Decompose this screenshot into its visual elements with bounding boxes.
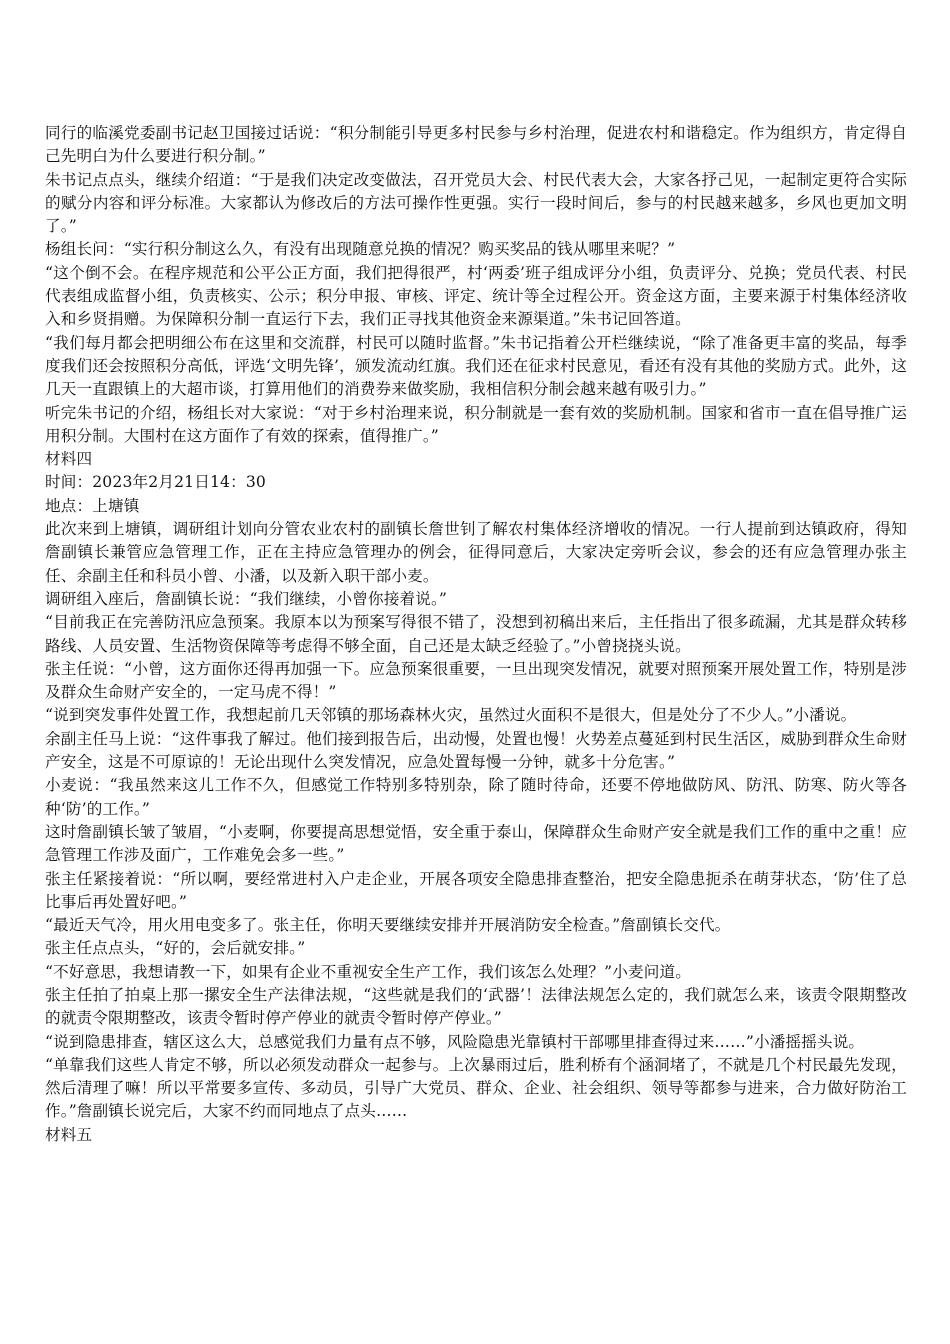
paragraph: 小麦说：“我虽然来这儿工作不久，但感觉工作特别多特别杂，除了随时待命，还要不停地做防风、防汛、防寒、防火等各种‘防’的工作。” [45, 776, 907, 818]
paragraph: “单靠我们这些人肯定不够，所以必须发动群众一起参与。上次暴雨过后，胜利桥有个涵洞堵了，不就是几个村民最先发现，然后清理了嘛！所以平常要多宣传、多动员，引导广大党员、群众、企业、社会组织、领导等都参与进来，合力做好防治工作。”詹副镇长说完后，大家不约而同地点了点头…… [45, 1055, 907, 1121]
paragraph: 余副主任马上说：“这件事我了解过。他们接到报告后，出动慢，处置也慢！火势差点蔓延到村民生活区，威胁到群众生命财产安全，这是不可原谅的！无论出现什么突发情况，应急处置每慢一分钟，就多十分危害。” [45, 729, 907, 772]
paragraph: “说到突发事件处置工作，我想起前几天邻镇的那场森林火灾，虽然过火面积不是很大，但是处分了不少人。”小潘说。 [45, 706, 857, 725]
document-page [45, 122, 907, 1147]
section-heading: 材料五 [45, 1125, 93, 1144]
meta-location: 地点：上塘镇 [45, 496, 140, 515]
paragraph: 张主任紧接着说：“所以啊，要经常进村入户走企业，开展各项安全隐患排查整治，把安全隐患扼杀在萌芽状态，‘防’住了总比事后再处置好吧。” [45, 869, 907, 911]
paragraph: “最近天气冷，用火用电变多了。张主任，你明天要继续安排并开展消防安全检查。”詹副镇长交代。 [45, 916, 731, 935]
section-heading: 材料四 [45, 450, 93, 469]
paragraph: 张主任说：“小曾，这方面你还得再加强一下。应急预案很重要，一旦出现突发情况，就要对照预案开展处置工作，特别是涉及群众生命财产安全的，一定马虎不得！” [45, 659, 907, 702]
paragraph: 朱书记点点头，继续介绍道：“于是我们决定改变做法，召开党员大会、村民代表大会，大家各抒己见，一起制定更符合实际的赋分内容和评分标准。大家都认为修改后的方法可操作性更强。实行一段时间后，参与的村民越来越多，乡风也更加文明了。” [45, 170, 907, 236]
paragraph: 此次来到上塘镇，调研组计划向分管农业农村的副镇长詹世钊了解农村集体经济增收的情况。一行人提前到达镇政府，得知詹副镇长兼管应急管理工作，正在主持应急管理办的例会，征得同意后，大家决定旁听会议，参会的还有应急管理办张主任、余副主任和科员小曾、小潘，以及新入职干部小麦。 [45, 520, 907, 585]
paragraph: 杨组长问：“实行积分制这么久，有没有出现随意兑换的情况？购买奖品的钱从哪里来呢？” [45, 240, 676, 259]
paragraph: “我们每月都会把明细公布在这里和交流群，村民可以随时监督。”朱书记指着公开栏继续说，“除了准备更丰富的奖品，每季度我们还会按照积分高低，评选‘文明先锋’，颁发流动红旗。我们还在征求村民意见，看还有没有其他的奖励方式。此外，这几天一直跟镇上的大超市谈，打算用他们的消费券来做奖励，我相信积分制会越来越有吸引力。” [45, 333, 907, 399]
paragraph: 张主任拍了拍桌上那一摞安全生产法律法规，“这些就是我们的‘武器’！法律法规怎么定的，我们就怎么来，该责令限期整改的就责令限期整改，该责令暂时停产停业的就责令暂时停产停业。” [45, 985, 907, 1028]
paragraph: 张主任点点头，“好的，会后就安排。” [45, 939, 306, 958]
paragraph: “不好意思，我想请教一下，如果有企业不重视安全生产工作，我们该怎么处理？”小麦问道。 [45, 962, 691, 981]
paragraph: 这时詹副镇长皱了皱眉，“小麦啊，你要提高思想觉悟，安全重于泰山，保障群众生命财产安全就是我们工作的重中之重！应急管理工作涉及面广，工作难免会多一些。” [45, 822, 907, 865]
paragraph: 听完朱书记的介绍，杨组长对大家说：“对于乡村治理来说，积分制就是一套有效的奖励机制。国家和省市一直在倡导推广运用积分制。大围村在这方面作了有效的探索，值得推广。” [45, 403, 907, 445]
paragraph: 调研组入座后，詹副镇长说：“我们继续，小曾你接着说。” [45, 589, 448, 608]
paragraph: “目前我正在完善防汛应急预案。我原本以为预案写得很不错了，没想到初稿出来后，主任指出了很多疏漏，尤其是群众转移路线、人员安置、生活物资保障等考虑得不够全面，自己还是太缺乏经验了。”小曾挠挠头说。 [45, 613, 907, 655]
paragraph: “说到隐患排查，辖区这么大，总感觉我们力量有点不够，风险隐患光靠镇村干部哪里排查得过来……”小潘摇摇头说。 [45, 1032, 865, 1051]
paragraph: 同行的临溪党委副书记赵卫国接过话说：“积分制能引导更多村民参与乡村治理，促进农村和谐稳定。作为组织方，肯定得自己先明白为什么要进行积分制。” [45, 124, 907, 166]
meta-time: 时间：2023年2月21日14：30 [45, 473, 266, 492]
paragraph: “这个倒不会。在程序规范和公平公正方面，我们把得很严，村‘两委’班子组成评分小组，负责评分、兑换；党员代表、村民代表组成监督小组，负责核实、公示；积分申报、审核、评定、统计等全过程公开。资金这方面，主要来源于村集体经济收入和乡贤捐赠。为保障积分制一直运行下去，我们正寻找其他资金来源渠道。”朱书记回答道。 [45, 263, 907, 329]
